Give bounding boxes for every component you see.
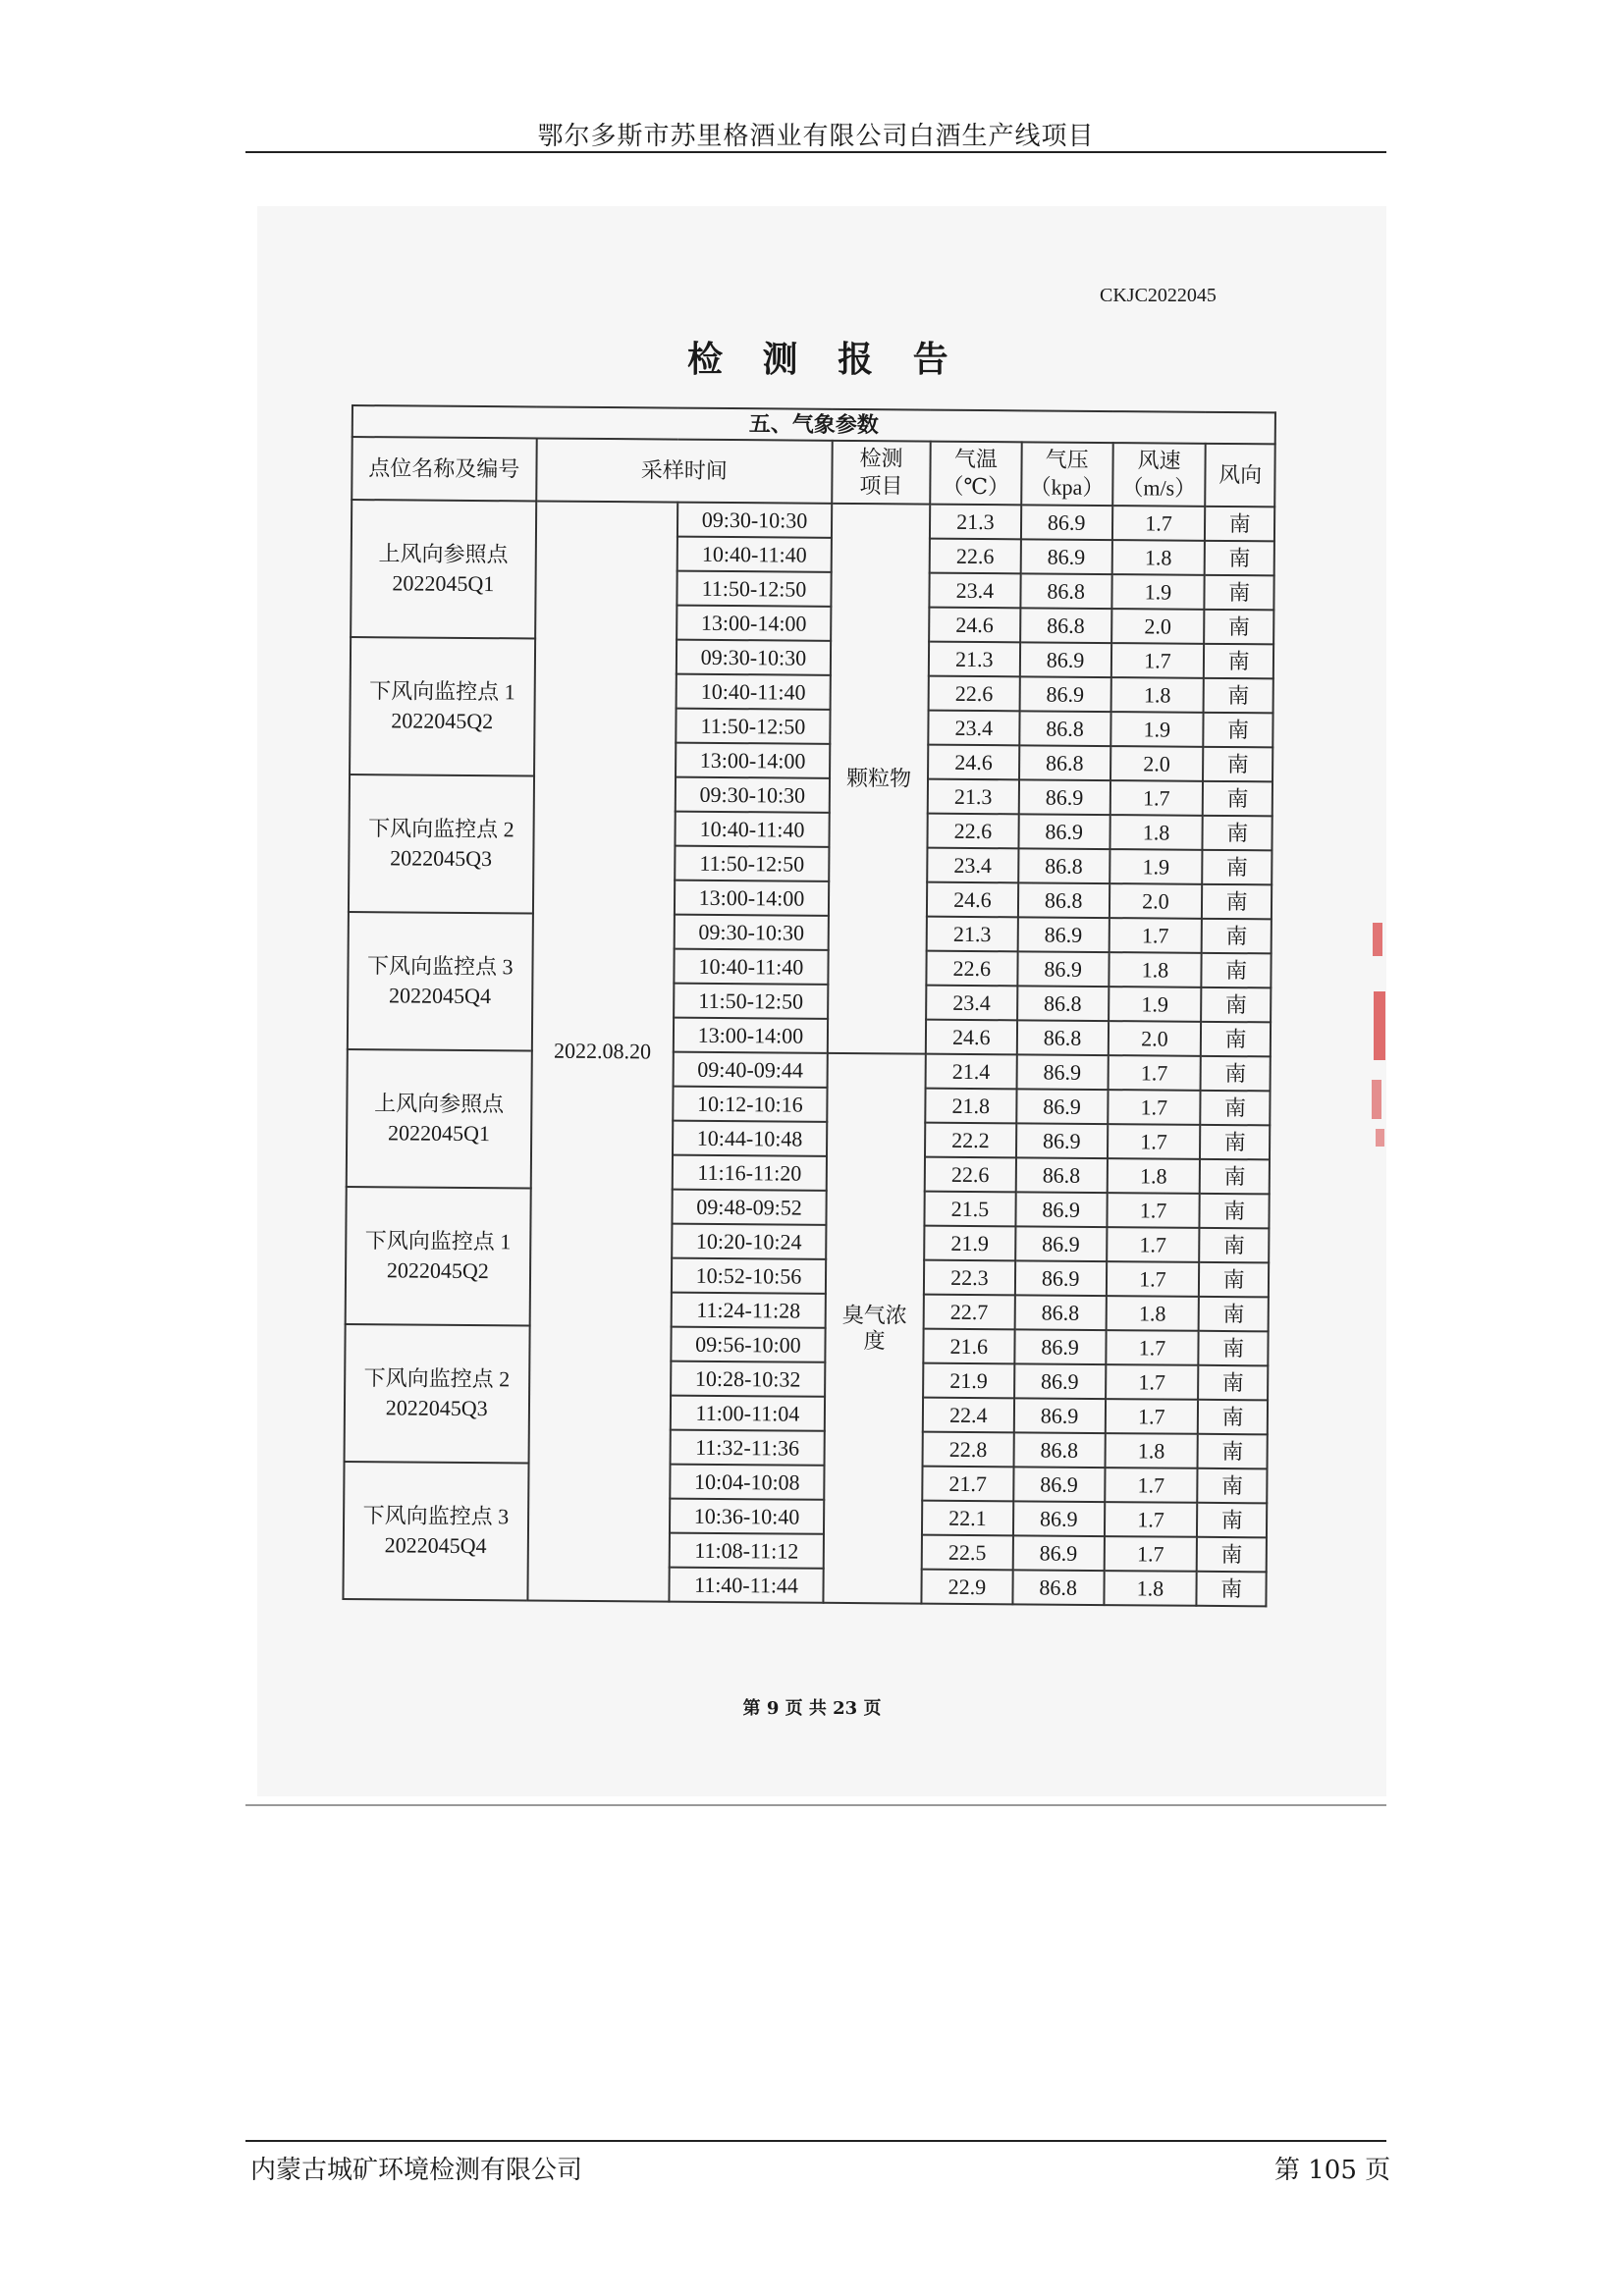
wind-direction-value: 南 [1200, 1125, 1270, 1160]
temperature-value: 23.4 [928, 711, 1019, 746]
wind-direction-value: 南 [1202, 884, 1272, 920]
pressure-value: 86.9 [1017, 917, 1109, 952]
col-header-pressure [1021, 442, 1112, 506]
wind-direction-value: 南 [1198, 1468, 1268, 1504]
temperature-value: 21.3 [927, 917, 1018, 952]
wind-speed-value: 2.0 [1110, 746, 1204, 781]
pressure-value: 86.8 [1013, 1432, 1105, 1468]
temperature-value: 21.3 [929, 642, 1020, 677]
sampling-time: 13:00-14:00 [676, 743, 831, 778]
pressure-value: 86.9 [1016, 1123, 1108, 1158]
sampling-time: 09:30-10:30 [677, 503, 833, 538]
wind-speed-value: 1.7 [1108, 1055, 1201, 1091]
pressure-value: 86.9 [1015, 1226, 1107, 1261]
wind-speed-value: 1.7 [1106, 1364, 1199, 1400]
location-cell [348, 912, 533, 1050]
sampling-time: 11:40-11:44 [669, 1568, 824, 1603]
wind-speed-value: 2.0 [1111, 609, 1205, 644]
temperature-value: 23.4 [926, 986, 1017, 1021]
col-header-temp-text: 气温 （℃） [942, 446, 1010, 500]
wind-speed-value: 1.7 [1105, 1468, 1198, 1503]
temperature-value: 22.4 [923, 1398, 1014, 1433]
table-row [350, 774, 1272, 816]
col-header-time: 采样时间 [536, 438, 833, 503]
location-label: 下风向监控点 2 2022045Q3 [368, 816, 514, 872]
wind-speed-value: 1.7 [1110, 643, 1204, 678]
wind-direction-value: 南 [1199, 1228, 1269, 1263]
col-header-pressure-text: 气压 （kpa） [1029, 447, 1105, 501]
location-label: 下风向监控点 1 2022045Q2 [369, 678, 515, 734]
wind-direction-value: 南 [1199, 1262, 1269, 1298]
temperature-value: 22.6 [926, 951, 1017, 987]
table-row [351, 637, 1273, 678]
pressure-value: 86.8 [1020, 573, 1111, 609]
seal-mark-middle [1374, 991, 1385, 1060]
wind-speed-value: 1.8 [1104, 1571, 1197, 1606]
temperature-value: 21.5 [924, 1192, 1015, 1227]
pressure-value: 86.9 [1014, 1398, 1106, 1433]
wind-speed-value: 1.9 [1111, 574, 1205, 610]
wind-direction-value: 南 [1203, 850, 1272, 885]
wind-speed-value: 1.7 [1111, 506, 1205, 541]
temperature-value: 21.9 [923, 1363, 1014, 1399]
pressure-value: 86.9 [1018, 814, 1110, 849]
location-cell [351, 500, 536, 638]
report-title: 检 测 报 告 [687, 339, 962, 380]
wind-direction-value: 南 [1203, 747, 1272, 782]
pressure-value: 86.8 [1015, 1157, 1107, 1193]
pressure-value: 86.9 [1018, 779, 1110, 815]
temperature-value: 23.4 [929, 573, 1020, 609]
temperature-value: 24.6 [926, 1020, 1017, 1055]
footer-company: 内蒙古城矿环境检测有限公司 [250, 2156, 583, 2185]
scan-edge [245, 1804, 1386, 1806]
pressure-value: 86.9 [1019, 676, 1110, 712]
wind-direction-value: 南 [1204, 610, 1273, 645]
pressure-value: 86.8 [1012, 1570, 1104, 1605]
sampling-time: 10:40-11:40 [675, 812, 830, 847]
test-item [828, 504, 930, 1054]
pressure-value: 86.8 [1017, 1020, 1109, 1055]
wind-direction-value: 南 [1199, 1297, 1269, 1332]
location-cell [345, 1324, 530, 1463]
table-row [346, 1187, 1269, 1228]
temperature-value: 21.9 [924, 1226, 1015, 1261]
sampling-time: 09:30-10:30 [677, 640, 832, 675]
wind-speed-value: 1.8 [1107, 1158, 1200, 1194]
sampling-time: 11:50-12:50 [676, 709, 831, 744]
wind-speed-value: 1.7 [1107, 1193, 1200, 1228]
wind-direction-value: 南 [1200, 1159, 1270, 1195]
location-cell [349, 774, 534, 913]
wind-direction-value: 南 [1198, 1400, 1268, 1435]
sampling-time: 13:00-14:00 [677, 606, 832, 641]
sampling-time: 10:40-11:40 [676, 674, 831, 710]
wind-direction-value: 南 [1197, 1503, 1267, 1538]
test-item-label: 臭气浓 度 [841, 1302, 907, 1354]
footer-page-number: 第 105 页 [1274, 2156, 1391, 2185]
sampling-time: 13:00-14:00 [675, 881, 830, 916]
wind-speed-value: 1.9 [1110, 712, 1204, 747]
pressure-value: 86.9 [1021, 505, 1112, 540]
table-row [352, 500, 1274, 541]
test-item [824, 1053, 926, 1604]
temperature-value: 22.7 [924, 1295, 1015, 1330]
wind-speed-value: 1.7 [1105, 1399, 1198, 1434]
pressure-value: 86.8 [1014, 1295, 1106, 1330]
pressure-value: 86.9 [1016, 1089, 1108, 1124]
wind-speed-value: 1.7 [1108, 1124, 1201, 1159]
sampling-time: 11:16-11:20 [673, 1155, 828, 1191]
temperature-value: 22.8 [922, 1432, 1013, 1468]
table-row [349, 912, 1272, 953]
location-label: 下风向监控点 3 2022045Q4 [366, 953, 514, 1009]
temperature-value: 21.3 [928, 779, 1019, 815]
temperature-value: 22.1 [922, 1501, 1013, 1536]
sampling-time: 10:04-10:08 [670, 1465, 825, 1500]
temperature-value: 21.4 [926, 1054, 1017, 1090]
pressure-value: 86.9 [1015, 1192, 1107, 1227]
pressure-value: 86.8 [1020, 608, 1111, 643]
wind-speed-value: 1.8 [1111, 540, 1205, 575]
location-cell [347, 1049, 532, 1188]
sampling-time: 09:40-09:44 [673, 1052, 828, 1088]
col-header-wind-speed-text: 风速 （m/s） [1121, 448, 1197, 501]
sampling-time: 10:44-10:48 [673, 1121, 828, 1156]
wind-direction-value: 南 [1204, 644, 1273, 679]
table-row [345, 1324, 1268, 1365]
col-header-item [832, 441, 930, 505]
temperature-value: 22.9 [921, 1570, 1012, 1605]
location-label: 下风向监控点 1 2022045Q2 [364, 1228, 512, 1284]
pressure-value: 86.9 [1017, 951, 1109, 987]
seal-mark-lower [1372, 1080, 1381, 1119]
temperature-value: 22.6 [927, 814, 1018, 849]
sampling-time: 09:56-10:00 [671, 1327, 826, 1362]
wind-direction-value: 南 [1197, 1572, 1267, 1607]
table-row [344, 1462, 1267, 1503]
location-cell [350, 637, 535, 775]
wind-speed-value: 1.8 [1110, 815, 1203, 850]
inner-page-number: 第 9 页 共 23 页 [742, 1698, 882, 1719]
page-header: 鄂尔多斯市苏里格酒业有限公司白酒生产线项目 [537, 122, 1095, 151]
temperature-value: 21.6 [923, 1329, 1014, 1364]
seal-mark-top [1373, 923, 1382, 956]
wind-speed-value: 2.0 [1108, 1021, 1201, 1056]
temperature-value: 24.6 [927, 882, 1018, 918]
sampling-time: 09:30-10:30 [676, 777, 831, 813]
temperature-value: 24.6 [928, 745, 1019, 780]
temperature-value: 21.7 [922, 1467, 1013, 1502]
pressure-value: 86.8 [1019, 711, 1110, 746]
temperature-value: 22.6 [925, 1157, 1016, 1193]
pressure-value: 86.9 [1012, 1535, 1104, 1571]
location-label: 上风向参照点 2022045Q1 [374, 1091, 505, 1147]
wind-direction-value: 南 [1201, 1056, 1271, 1092]
sampling-time: 13:00-14:00 [674, 1018, 829, 1053]
pressure-value: 86.8 [1017, 986, 1109, 1021]
wind-direction-value: 南 [1205, 575, 1274, 611]
pressure-value: 86.9 [1014, 1329, 1106, 1364]
wind-speed-value: 1.9 [1109, 987, 1202, 1022]
sampling-time: 10:52-10:56 [672, 1258, 827, 1294]
section-title: 五、气象参数 [352, 405, 1275, 444]
wind-direction-value: 南 [1201, 988, 1271, 1023]
pressure-value: 86.8 [1018, 882, 1110, 918]
sampling-time: 11:00-11:04 [671, 1396, 826, 1431]
col-header-item-text: 检测 项目 [859, 446, 903, 499]
temperature-value: 22.3 [924, 1260, 1015, 1296]
wind-speed-value: 2.0 [1109, 883, 1202, 919]
wind-direction-value: 南 [1205, 507, 1274, 542]
sampling-time: 11:50-12:50 [677, 571, 832, 607]
wind-speed-value: 1.7 [1106, 1261, 1199, 1297]
pressure-value: 86.9 [1016, 1054, 1108, 1090]
pressure-value: 86.9 [1020, 642, 1111, 677]
col-header-wind-speed [1112, 443, 1206, 507]
wind-direction-value: 南 [1197, 1537, 1267, 1573]
wind-direction-value: 南 [1198, 1434, 1268, 1469]
sampling-time: 11:24-11:28 [671, 1293, 826, 1328]
pressure-value: 86.9 [1014, 1363, 1106, 1399]
temperature-value: 22.2 [925, 1123, 1016, 1158]
pressure-value: 86.9 [1015, 1260, 1107, 1296]
wind-speed-value: 1.7 [1106, 1330, 1199, 1365]
sampling-time: 10:28-10:32 [671, 1362, 826, 1397]
wind-speed-value: 1.7 [1104, 1502, 1197, 1537]
pressure-value: 86.9 [1020, 539, 1111, 574]
wind-direction-value: 南 [1203, 781, 1272, 817]
sampling-time: 10:12-10:16 [673, 1087, 828, 1122]
meteorological-parameters-table [342, 404, 1276, 1607]
temperature-value: 24.6 [929, 608, 1020, 643]
temperature-value: 21.3 [930, 505, 1021, 540]
sampling-time: 11:32-11:36 [670, 1430, 825, 1466]
sampling-time: 09:48-09:52 [672, 1190, 827, 1225]
temperature-value: 23.4 [927, 848, 1018, 883]
sampling-time: 10:40-11:40 [677, 537, 832, 572]
wind-speed-value: 1.7 [1109, 918, 1202, 953]
location-label: 下风向监控点 3 2022045Q4 [362, 1503, 510, 1559]
header-divider [245, 151, 1386, 153]
wind-direction-value: 南 [1200, 1194, 1270, 1229]
sampling-time: 10:36-10:40 [670, 1499, 825, 1534]
location-label: 上风向参照点 2022045Q1 [378, 541, 509, 597]
wind-speed-value: 1.7 [1110, 780, 1203, 816]
wind-speed-value: 1.8 [1105, 1433, 1198, 1468]
wind-direction-value: 南 [1205, 541, 1274, 576]
red-seal-fragment [1371, 923, 1388, 1148]
sampling-time: 11:50-12:50 [675, 846, 830, 881]
temperature-value: 22.5 [922, 1535, 1013, 1571]
wind-speed-value: 1.7 [1107, 1227, 1200, 1262]
col-header-wind-direction: 风向 [1206, 444, 1275, 507]
temperature-value: 22.6 [929, 676, 1020, 712]
sampling-time: 11:50-12:50 [674, 984, 829, 1019]
footer-divider [245, 2140, 1386, 2142]
seal-mark-bottom [1376, 1129, 1384, 1147]
sampling-time: 10:20-10:24 [672, 1224, 827, 1259]
wind-speed-value: 1.8 [1109, 952, 1202, 988]
col-header-location: 点位名称及编号 [352, 437, 536, 501]
wind-direction-value: 南 [1204, 713, 1273, 748]
wind-direction-value: 南 [1203, 816, 1272, 851]
wind-speed-value: 1.8 [1106, 1296, 1199, 1331]
wind-direction-value: 南 [1202, 919, 1272, 954]
wind-direction-value: 南 [1204, 678, 1273, 714]
wind-speed-value: 1.9 [1110, 849, 1203, 884]
wind-direction-value: 南 [1199, 1331, 1269, 1366]
wind-speed-value: 1.8 [1110, 677, 1204, 713]
report-code: CKJC2022045 [1100, 285, 1217, 306]
pressure-value: 86.9 [1013, 1501, 1105, 1536]
col-header-temp [930, 442, 1021, 506]
sampling-date: 2022.08.20 [527, 501, 677, 1601]
sampling-time: 11:08-11:12 [670, 1533, 825, 1569]
temperature-value: 22.6 [930, 539, 1021, 574]
pressure-value: 86.8 [1018, 848, 1110, 883]
wind-speed-value: 1.7 [1108, 1090, 1201, 1125]
table-body [343, 500, 1274, 1606]
table-row [348, 1049, 1271, 1091]
wind-direction-value: 南 [1201, 1091, 1271, 1126]
location-cell [343, 1462, 528, 1600]
pressure-value: 86.9 [1013, 1467, 1105, 1502]
sampling-time: 10:40-11:40 [674, 949, 829, 985]
temperature-value: 21.8 [925, 1089, 1016, 1124]
location-label: 下风向监控点 2 2022045Q3 [363, 1365, 511, 1421]
pressure-value: 86.8 [1019, 745, 1110, 780]
location-cell [346, 1187, 531, 1325]
wind-speed-value: 1.7 [1104, 1536, 1197, 1572]
wind-direction-value: 南 [1198, 1365, 1268, 1401]
wind-direction-value: 南 [1201, 1022, 1271, 1057]
sampling-time: 09:30-10:30 [674, 915, 829, 950]
wind-direction-value: 南 [1202, 953, 1272, 988]
test-item-label: 颗粒物 [845, 765, 912, 791]
